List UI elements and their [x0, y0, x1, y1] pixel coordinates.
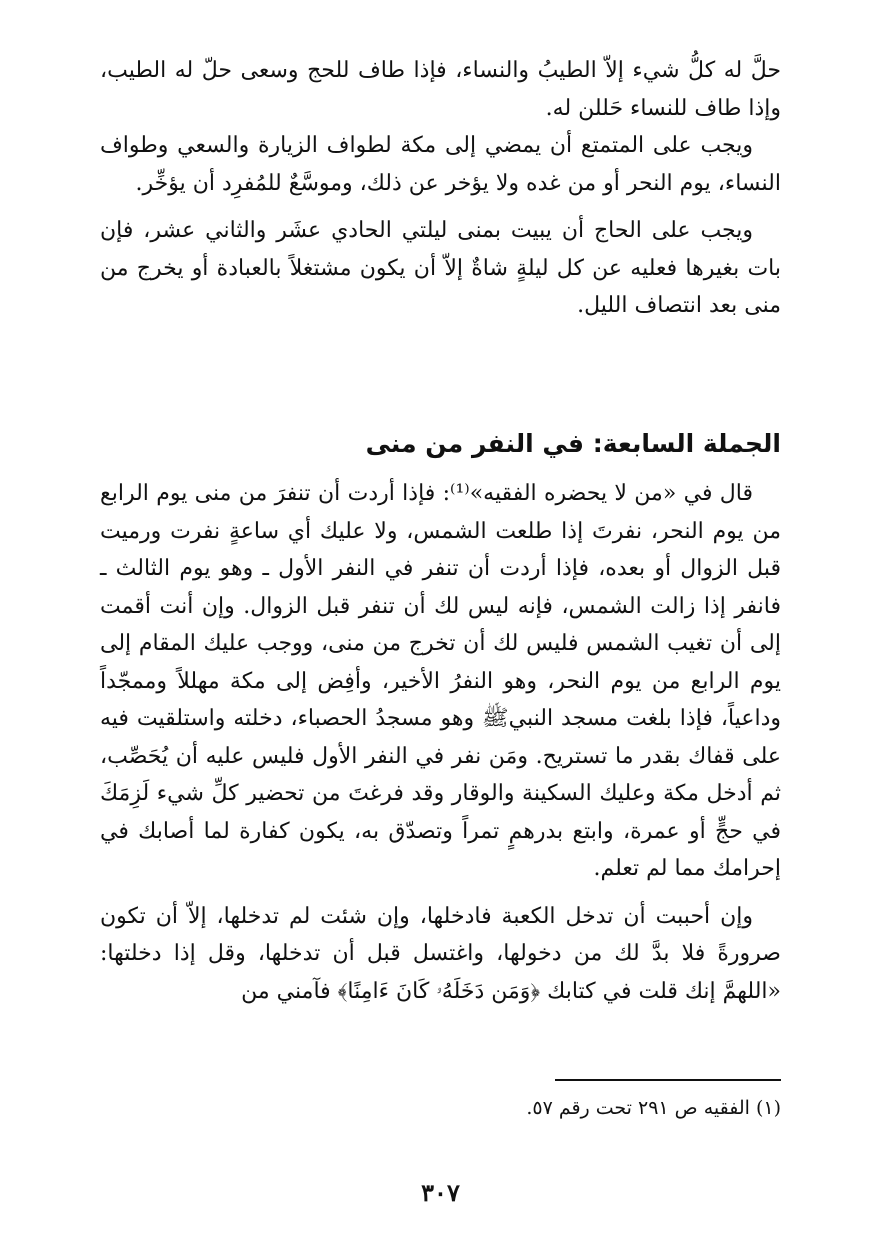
page-number: ٣٠٧	[421, 1178, 460, 1207]
footnote: (١) الفقيه ص ٢٩١ تحت رقم ٥٧.	[526, 1097, 781, 1119]
paragraph-2: ويجب على المتمتع أن يمضي إلى مكة لطواف الزيارة والسعي وطواف النساء، يوم النحر أو من غده ولا يؤخر عن ذلك، وموسَّعٌ للمُفرِد أن يؤخِّر.	[100, 133, 781, 196]
section-heading: الجملة السابعة: في النفر من منى	[365, 429, 781, 458]
paragraph-1: حلَّ له كلُّ شيء إلاّ الطيبُ والنساء، فإذا طاف للحج وسعى حلّ له الطيب، وإذا طاف للنساء حَللن له.	[100, 58, 781, 121]
paragraph-3: ويجب على الحاج أن يبيت بمنى ليلتي الحادي عشَر والثاني عشر، فإن بات بغيرها فعليه عن كل ليلةٍ شاةٌ إلاّ أن يكون مشتغلاً بالعبادة أو يخرج من منى بعد انتصاف الليل.	[100, 218, 781, 318]
paragraph-5: وإن أحببت أن تدخل الكعبة فادخلها، وإن شئت لم تدخلها، إلاّ أن تكون صرورةً فلا بدَّ لك من دخولها، واغتسل قبل أن تدخلها، وقل إذا دخلتها: «اللهمَّ إنك قلت في كتابك ﴿وَمَن دَخَلَهُۥ كَانَ ءَامِنًا﴾ فآمني من	[100, 903, 781, 1004]
bottom-text-block	[100, 475, 781, 1010]
paragraph-4: قال في «من لا يحضره الفقيه»⁽¹⁾: فإذا أردت أن تنفرَ من منى يوم الرابع من يوم النحر، نفرتَ إذا طلعت الشمس، ولا عليك أي ساعةٍ نفرت ورميت قبل الزوال أو بعده، فإذا أردت أن تنفر في النفر الأول ـ وهو يوم الثالث ـ فانفر إذا زالت الشمس، فإنه ليس لك أن تنفر قبل الزوال. وإن أنت أقمت إلى أن تغيب الشمس فليس لك أن تخرج من منى، ووجب عليك المقام إلى يوم الرابع من يوم النحر، وهو النفرُ الأخير، وأفِض إلى مكة مهللاً وممجّداً وداعياً، فإذا بلغت مسجد النبيﷺ وهو مسجدُ الحصباء، دخلته واستلقيت فيه على قفاك بقدر ما تستريح. ومَن نفر في النفر الأول فليس عليه أن يُحَصِّب، ثم أدخل مكة وعليك السكينة والوقار وقد فرغتَ من تحضير كلِّ شيء لَزِمَكَ في حجٍّ أو عمرة، وابتع بدرهمٍ تمراً وتصدّق به، يكون كفارة لما أصابك في إحرامك مما لم تعلم.	[100, 481, 781, 881]
footnote-divider	[555, 1079, 781, 1081]
top-text-block	[100, 52, 781, 325]
